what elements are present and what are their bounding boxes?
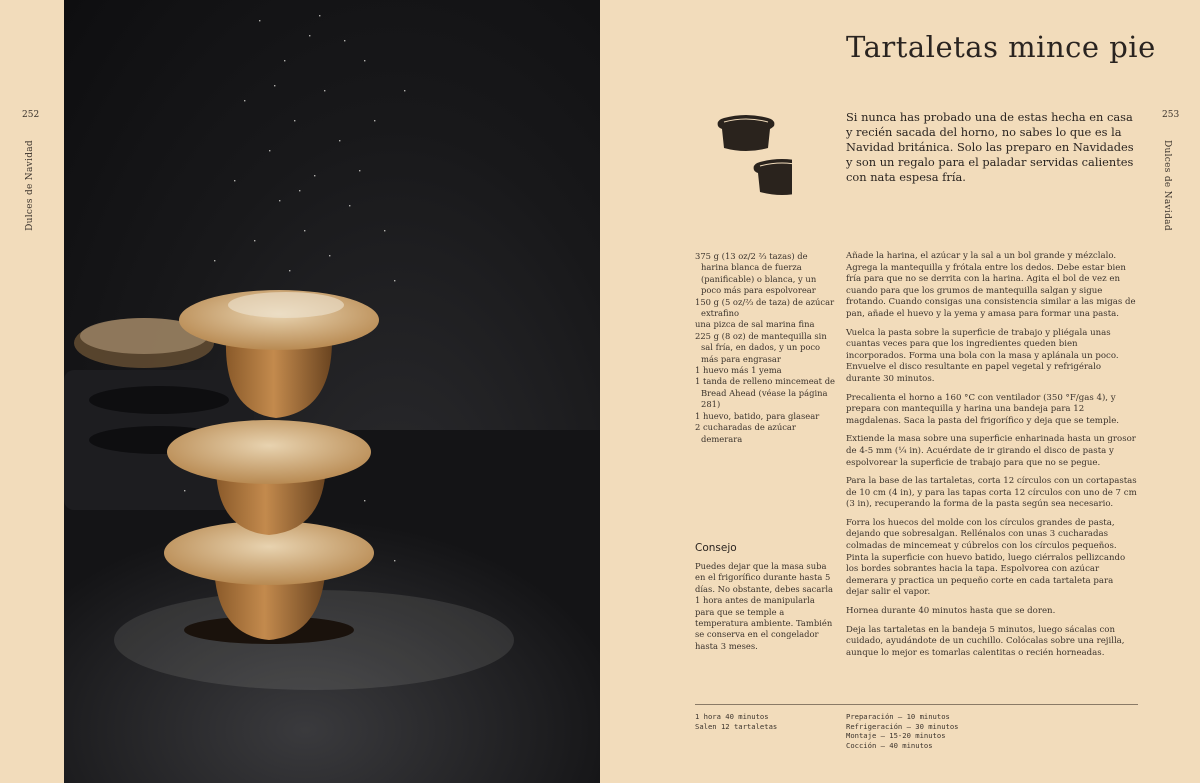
pie-icon [754, 159, 792, 195]
ingredient-item: una pizca de sal marina fina [695, 319, 815, 330]
ingredient-item: 375 g (13 oz/2 ⅔ tazas) de harina blanca de fuerza (panificable) o blanca, y un poco más para espolvorear [695, 251, 817, 296]
method-step: Para la base de las tartaletas, corta 12 círculos con un cortapastas de 10 cm (4 in), y para las tapas corta 12 círculos con uno de 7 cm (3 in), recuperando la forma de la pasta según sea necesario. [846, 476, 1137, 510]
method-step: Precalienta el horno a 160 °C con ventilador (350 °F/gas 4), y prepara con mantequilla y harina una bandeja para 12 magdalenas. Saca la pasta del frigorífico y deja que se temple. [846, 392, 1120, 426]
yield: Salen 12 tartaletas [695, 721, 778, 731]
recipe-intro: Si nunca has probado una de estas hecha en casa y recién sacada del horno, no sabes lo que es la Navidad británica. Solo las preparo en Navidades y son un regalo para el paladar servidas calientes con nata espesa fría. [846, 110, 1134, 184]
ingredient-item: 2 cucharadas de azúcar demerara [695, 422, 796, 444]
recipe-title: Tartaletas mince pie [846, 30, 1156, 64]
footer-divider [695, 704, 1138, 705]
tip-text: Puedes dejar que la masa suba en el frigorífico durante hasta 5 días. No obstante, debes sacarla 1 hora antes de manipularla para que se temple a temperatura ambiente. También se conserva en el congelador hasta 3 meses. [695, 561, 834, 651]
method-step: Forra los huecos del molde con los círculos grandes de pasta, dejando que sobresalgan. Rellénalos con unas 3 cucharadas colmadas de mincemeat y cúbrelos con los círculos pequeños. Pinta la superficie con huevo batido, luego ciérralos pellizcando los bordes sobrantes hacia la tapa. Espolvorea con azúcar demerara y practica un pequeño corte en cada tartaleta para dejar salir el vapor. [846, 517, 1126, 598]
time-prep: Preparación – 10 minutos [846, 712, 950, 721]
time-chill: Refrigeración – 30 minutos [846, 721, 959, 731]
total-time: 1 hora 40 minutos [695, 712, 769, 721]
ingredient-item: 150 g (5 oz/⅔ de taza) de azúcar extrafino [695, 296, 835, 319]
time-assembly: Montaje – 15-20 minutos [846, 731, 946, 741]
ingredient-item: 225 g (8 oz) de mantequilla sin sal fría, en dados, y un poco más para engrasar [695, 330, 827, 364]
pie-icons [712, 112, 792, 206]
method-step: Deja las tartaletas en la bandeja 5 minutos, luego sácalas con cuidado, ayudándote de un cuchillo. Colócalas sobre una rejilla, aunque lo mejor es tomarlas calentitas o recién horneadas. [846, 624, 1125, 658]
ingredient-item: 1 huevo más 1 yema [695, 365, 782, 376]
time-bake: Cocción – 40 minutos [846, 740, 933, 750]
running-head-right: Dulces de Navidad [1162, 140, 1172, 231]
left-page-margin [0, 0, 64, 783]
method-step: Hornea durante 40 minutos hasta que se doren. [846, 606, 1056, 617]
tip-heading: Consejo [695, 542, 737, 554]
page-number-right: 253 [1162, 110, 1180, 120]
method-steps [846, 251, 1138, 666]
page-number-left: 252 [22, 110, 40, 120]
time-breakdown [846, 712, 959, 750]
photo-illustration [64, 0, 600, 783]
yield-summary [695, 712, 777, 731]
ingredient-item: 1 tanda de relleno mincemeat de Bread Ahead (véase la página 281) [695, 376, 836, 410]
ingredient-item: 1 huevo, batido, para glasear [695, 410, 820, 421]
pie-icon [718, 115, 775, 151]
method-step: Extiende la masa sobre una superficie enharinada hasta un grosor de 4-5 mm (¼ in). Acuérdate de ir girando el disco de pasta y espolvorear la superficie de trabajo para que no se pegue. [846, 434, 1136, 468]
running-head-left: Dulces de Navidad [25, 140, 35, 231]
ingredients-list [695, 251, 835, 445]
method-step: Vuelca la pasta sobre la superficie de trabajo y pliégala unas cuantas veces para que los ingredientes queden bien incorporados. Forma una bola con la masa y aplánala un poco. Envuelve el disco resultante en papel vegetal y refrigéralo durante 30 minutos. [846, 327, 1119, 384]
method-step: Añade la harina, el azúcar y la sal a un bol grande y mézclalo. Agrega la mantequilla y frótala entre los dedos. Debe estar bien fría para que no se derrita con la harina. Agita el bol de vez en cuando para que los grumos de mantequilla salgan y sigue frotando. Cuando consigas una consistencia similar a las migas de pan, añade el huevo y la yema y amasa para formar una pasta. [846, 251, 1136, 319]
mince-pie-photo [64, 0, 600, 783]
